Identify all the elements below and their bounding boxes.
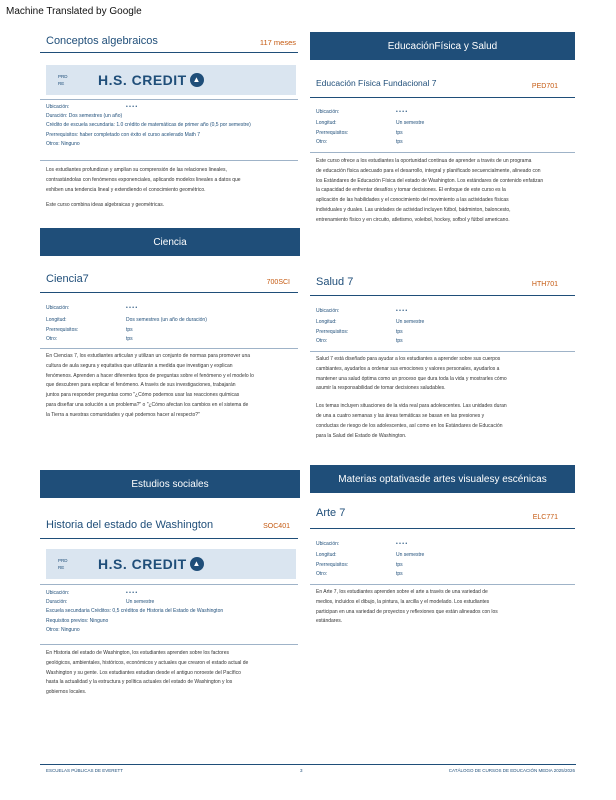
divider: [40, 538, 298, 539]
desc-line: de educación física adecuado para el desarrollo, integral y planificado secuencialmente, alineado con: [316, 167, 541, 174]
desc-line: conductas de riesgo de los adolescentes, así como en los Estándares de Educación: [316, 422, 503, 429]
hs-label-a: PRD: [58, 74, 68, 79]
desc-line: entrenamiento físico y en circuito, atletismo, voleibol, hockey, sofbol y fútbol americano.: [316, 216, 510, 223]
desc-line: Washington y su gente. Los estudiantes estudian desde el antiguo noroeste del Pacífico: [46, 669, 241, 676]
hs-credit-banner: [46, 549, 296, 579]
desc-line: juntos para responder preguntas como "¿Cómo podemos usar las reacciones químicas: [46, 392, 240, 399]
divider: [310, 97, 575, 98]
section-header-artes: Materias optativasde artes visualesy escénicas: [310, 465, 575, 493]
footer-divider: [40, 764, 576, 765]
divider: [40, 160, 298, 161]
course-meta-ciencia7: [46, 304, 296, 344]
hs-credit-logo: [98, 72, 204, 88]
divider: [40, 584, 298, 585]
desc-line: Los temas incluyen situaciones de la vida real para adolescentes. Las unidades duran: [316, 403, 507, 410]
desc-line: geológicos, ambientales, históricos, económicos y actuales que crearon el estado actual de: [46, 659, 249, 666]
meta-row: Otro: tps: [46, 336, 133, 342]
divider: [40, 644, 298, 645]
divider: [310, 584, 575, 585]
desc-line: Los estudiantes profundizan y amplían su comprensión de las relaciones lineales,: [46, 167, 227, 173]
meta-location-value: • • • •: [126, 590, 138, 596]
hs-credit-labels: [58, 73, 98, 87]
hs-credit-logo: [98, 556, 204, 572]
meta-prereq: Requisitos previos: Ninguno: [46, 617, 109, 624]
meta-row: Longitud: Un semestre: [316, 319, 425, 325]
course-description-ef: [316, 157, 574, 226]
footer-district: ESCUELAS PÚBLICAS DE EVERETT: [46, 768, 124, 773]
machine-translation-banner: Machine Translated by Google: [6, 6, 142, 17]
course-meta-salud7: [316, 307, 571, 346]
desc-line: para diseñar una solución a un problema?" o "¿Cómo afectan los cambios en el sistema de: [46, 401, 249, 408]
desc-line: mantener una salud óptima como un proceso que dura toda la vida y mostrarles cómo: [316, 375, 507, 382]
desc-line: la capacidad de enfrentar desafíos y tomar decisiones. El enfoque de este curso es la: [316, 187, 506, 194]
desc-line: asumir la responsabilidad de tomar decisiones saludables.: [316, 385, 446, 392]
course-title-ef: Educación Física Fundacional 7: [316, 78, 437, 88]
course-title-historia: Historia del estado de Washington: [46, 519, 214, 531]
course-description-algebra: [46, 166, 296, 211]
hs-credit-banner: [46, 65, 296, 95]
hs-label-b: RE: [58, 565, 65, 570]
course-title-arte7: Arte 7: [316, 507, 346, 519]
meta-credit: Escuela secundaria Créditos: 0,5 créditos de Historia del Estado de Washington: [46, 608, 224, 615]
divider: [310, 528, 575, 529]
desc-line: cambiantes, ayudarlos a ordenar sus emociones y valores personales, ayudarlos a: [316, 365, 500, 372]
section-header-ciencia: Ciencia: [40, 228, 300, 256]
desc-line: hasta la actualidad y la estructura y política actuales del estado de Washington y los: [46, 679, 233, 686]
divider: [310, 295, 575, 296]
desc-line: individuales y duales. Las unidades de actividad incluyen fútbol, bádminton, baloncesto,: [316, 206, 511, 213]
footer-page-number: 3: [300, 768, 303, 773]
meta-other: Otros: Ninguno: [46, 626, 80, 633]
course-title-algebra: Conceptos algebraicos: [46, 35, 158, 47]
desc-line: exhiben una tendencia lineal y extendiendo el conocimiento geométrico.: [46, 186, 206, 193]
desc-line: contrastándolas con fenómenos exponenciales, aplicando modelos lineales a datos que: [46, 176, 241, 183]
course-meta-historia: [46, 589, 296, 635]
desc-line: aplicación de las habilidades y el conocimiento del movimiento a las actividades físicas: [316, 197, 509, 204]
course-code-salud7: HTH701: [531, 281, 558, 288]
meta-row: Ubicación: • • • •: [316, 308, 408, 314]
desc-line: Este curso ofrece a los estudiantes la oportunidad continua de aprender a través de un programa: [316, 158, 532, 164]
desc-line: En Ciencias 7, los estudiantes articulan y utilizan un conjunto de normas para promover una: [46, 353, 251, 359]
meta-row: Ubicación: • • • •: [46, 305, 138, 311]
divider: [310, 351, 575, 352]
section-header-educacion-fisica: EducaciónFísica y Salud: [310, 32, 575, 60]
course-title-salud7: Salud 7: [316, 276, 354, 288]
desc-line: medios, incluidos el dibujo, la pintura, la arcilla y el modelado. Los estudiantes: [316, 598, 490, 605]
desc-line: gobiernos locales.: [46, 689, 87, 696]
meta-row: Longitud: Un semestre: [316, 120, 425, 126]
desc-line: En Historia del estado de Washington, los estudiantes aprenden sobre los factores: [46, 650, 229, 656]
course-description-ciencia7: [46, 352, 296, 421]
footer-catalog: CATÁLOGO DE CURSOS DE EDUCACIÓN MEDIA 2025/2026: [448, 768, 575, 773]
meta-row: Prerrequisitos: tps: [316, 562, 403, 568]
meta-duration-label: Duración:: [46, 599, 68, 606]
meta-row: Ubicación: • • • •: [316, 109, 408, 115]
course-meta-ef: [316, 108, 571, 147]
hs-label-b: RE: [58, 81, 65, 86]
meta-row: Ubicación: • • • •: [316, 541, 408, 547]
meta-credit: Crédito de escuela secundaria: 1.0 crédito de matemáticas de primer año (0,5 por semestre): [46, 122, 251, 129]
meta-location-label: Ubicación:: [46, 590, 70, 596]
desc-line: los Estándares de Educación Física del estado de Washington. Los estándares de contenido enfatizan: [316, 177, 544, 184]
hs-label-a: PRD: [58, 558, 68, 563]
meta-prereq: Prerrequisitos: haber completado con éxito el curso acelerado Math 7: [46, 131, 200, 138]
graduation-cap-icon: ▲: [190, 73, 204, 87]
meta-duration-value: Un semestre: [126, 599, 155, 606]
meta-location-value: • • • •: [126, 104, 138, 110]
course-description-salud7: [316, 355, 574, 441]
meta-other: Otros: Ninguno: [46, 140, 80, 147]
graduation-cap-icon: ▲: [190, 557, 204, 571]
course-meta-algebra: [46, 103, 296, 149]
desc-line: estándares.: [316, 618, 343, 625]
divider: [40, 52, 298, 53]
desc-line: En Arte 7, los estudiantes aprenden sobre el arte a través de una variedad de: [316, 589, 488, 595]
meta-row: Otro: tps: [316, 571, 403, 577]
divider: [40, 99, 298, 100]
course-meta-arte7: [316, 540, 571, 579]
meta-row: Longitud: Dos semestres (un año de duración): [46, 317, 207, 323]
divider: [40, 348, 298, 349]
desc-line: que descubren para explicar el fenómeno. A través de sus investigaciones, trabajarán: [46, 382, 236, 389]
desc-line: de una a cuatro semanas y las áreas temáticas se basan en las presiones y: [316, 412, 485, 419]
meta-duration: Duración: Dos semestres (un año): [46, 113, 123, 120]
desc-line: para la Salud del Estado de Washington.: [316, 432, 407, 439]
meta-row: Otro: tps: [316, 139, 403, 145]
meta-row: Otro: tps: [316, 338, 403, 344]
hs-credit-labels: [58, 557, 98, 571]
desc-line: Salud 7 está diseñado para ayudar a los estudiantes a aprender sobre sus cuerpos: [316, 356, 501, 362]
hs-credit-logo-text: H.S. CREDIT: [98, 72, 187, 88]
desc-line: fenómenos. Aprenden a hacer diferentes tipos de preguntas sobre el fenómeno y el modelo lo: [46, 372, 254, 379]
meta-row: Longitud: Un semestre: [316, 552, 425, 558]
course-code-algebra: 117 meses: [259, 38, 296, 47]
meta-row: Prerrequisitos: tps: [316, 130, 403, 136]
course-code-ef: PED701: [531, 83, 558, 90]
section-header-estudios-sociales: Estudios sociales: [40, 470, 300, 498]
desc-line: cultura de aula segura y equitativa que utilizarán a medida que investigan y explican: [46, 362, 233, 369]
divider: [310, 152, 575, 153]
course-code-ciencia7: 700SCI: [266, 279, 290, 286]
desc-line: Este curso combina ideas algebraicas y geométricas.: [46, 202, 165, 209]
meta-location-label: Ubicación:: [46, 104, 70, 110]
meta-row: Prerrequisitos: tps: [46, 327, 133, 333]
course-code-historia: SOC401: [263, 523, 290, 530]
course-description-historia: [46, 649, 296, 698]
hs-credit-logo-text: H.S. CREDIT: [98, 556, 187, 572]
desc-line: la Tierra a nuestras comunidades y qué podemos hacer al respecto?": [46, 411, 200, 418]
meta-row: Prerrequisitos: tps: [316, 329, 403, 335]
course-code-arte7: ELC771: [532, 514, 558, 521]
course-title-ciencia7: Ciencia7: [46, 273, 89, 285]
divider: [40, 292, 298, 293]
desc-line: participan en una variedad de proyectos y reflexiones que están alineados con los: [316, 608, 498, 615]
course-description-arte7: [316, 588, 574, 627]
